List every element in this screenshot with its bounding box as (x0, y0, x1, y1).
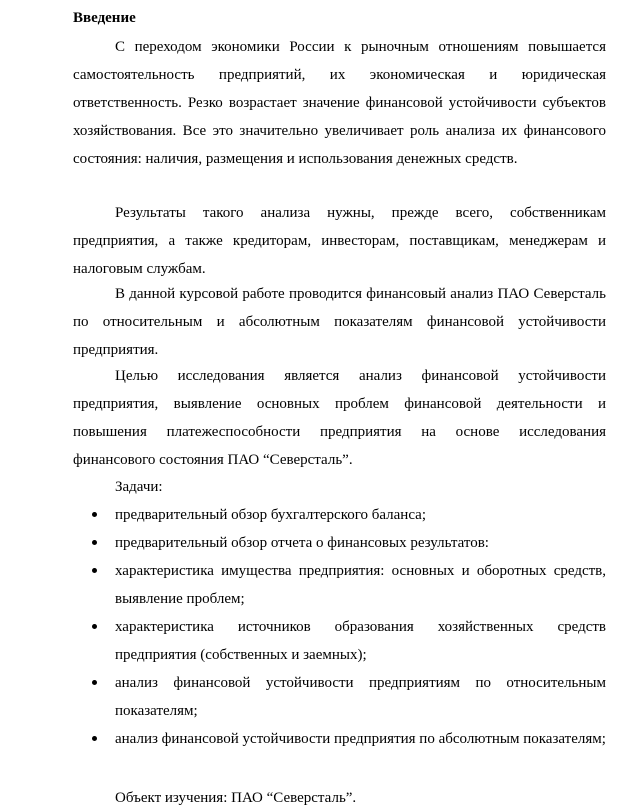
task-text: характеристика имущества предприятия: основных и оборотных средств, выявление проблем; (115, 563, 606, 607)
task-text: анализ финансовой устойчивости предприятиям по относительным показателям; (115, 675, 606, 719)
task-item (73, 501, 606, 529)
task-list (73, 501, 606, 753)
section-heading: Введение (73, 10, 136, 26)
task-text: предварительный обзор отчета о финансовых результатов: (115, 535, 489, 551)
bullet-icon (92, 624, 97, 629)
bullet-icon (92, 512, 97, 517)
research-object: Объект изучения: ПАО “Северсталь”. (115, 790, 357, 806)
paragraph-analysis-users: Результаты такого анализа нужны, прежде всего, собственникам предприятия, а также кредиторам, инвесторам, поставщикам, менеджерам и налоговым службам. (73, 205, 606, 277)
task-item (73, 669, 606, 725)
task-item (73, 725, 606, 753)
paragraph-coursework-scope: В данной курсовой работе проводится финансовый анализ ПАО Северсталь по относительным и абсолютным показателям финансовой устойчивости предприятия. (73, 286, 606, 358)
task-text: характеристика источников образования хозяйственных средств предприятия (собственных и заемных); (115, 619, 606, 663)
task-item (73, 613, 606, 669)
task-item (73, 529, 606, 557)
task-text: анализ финансовой устойчивости предприятия по абсолютным показателям; (115, 731, 606, 747)
paragraph-intro: С переходом экономики России к рыночным отношениям повышается самостоятельность предприятий, их экономическая и юридическая ответственность. Резко возрастает значение финансовой устойчивости субъектов хозяйствования. Все это значительно увеличивает роль анализа их финансового состояния: наличия, размещения и использования денежных средств. (73, 39, 606, 167)
tasks-label: Задачи: (115, 479, 163, 495)
bullet-icon (92, 736, 97, 741)
paragraph-research-goal: Целью исследования является анализ финансовой устойчивости предприятия, выявление основных проблем финансовой деятельности и повышения платежеспособности предприятия на основе исследования финансового состояния ПАО “Северсталь”. (73, 368, 606, 468)
bullet-icon (92, 540, 97, 545)
bullet-icon (92, 568, 97, 573)
task-item (73, 557, 606, 613)
bullet-icon (92, 680, 97, 685)
task-text: предварительный обзор бухгалтерского баланса; (115, 507, 427, 523)
